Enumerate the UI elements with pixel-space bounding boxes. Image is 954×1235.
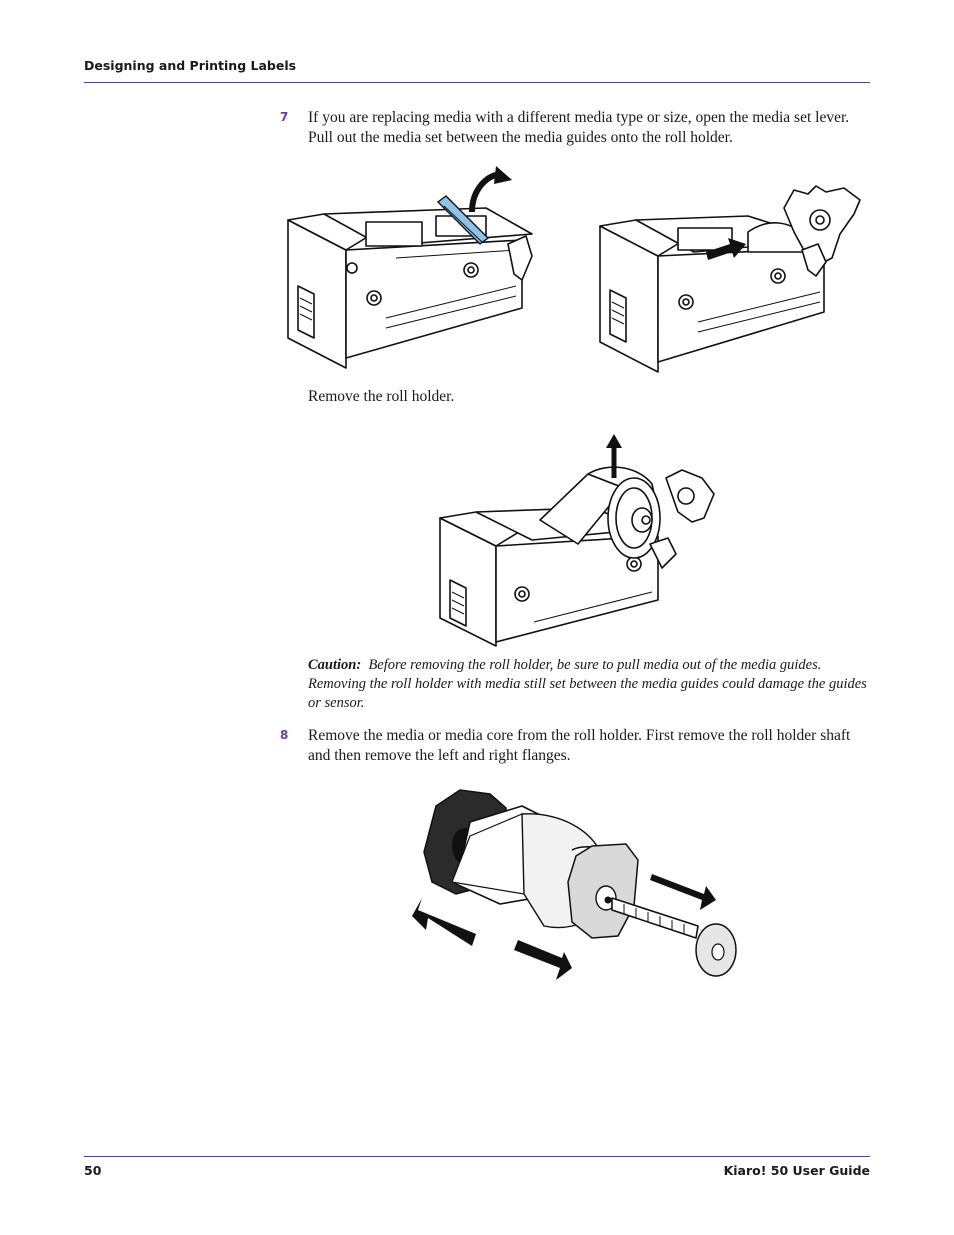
footer-rule: [84, 1156, 870, 1157]
running-head: Designing and Printing Labels: [84, 58, 297, 73]
header-rule: [84, 82, 870, 83]
printer-lever-open-illustration: [286, 168, 538, 376]
caution-label: Caution:: [308, 657, 362, 673]
step-number-8: 8: [280, 728, 289, 742]
roll-holder-disassembly-illustration: [412, 786, 742, 986]
substep-remove-roll-holder: Remove the roll holder.: [308, 388, 455, 405]
page-number: 50: [84, 1163, 102, 1178]
caution-note: [308, 656, 870, 713]
step-8-text: Remove the media or media core from the roll holder. First remove the roll holder shaft and then remove the left and right flanges.: [308, 727, 851, 764]
step-7-text: If you are replacing media with a different media type or size, open the media set lever. Pull out the media set between the media guides onto the roll holder.: [308, 109, 850, 146]
caution-text: Before removing the roll holder, be sure to pull media out of the media guides. Removing the roll holder with media still set between the media guides could damage the guides or sensor.: [308, 657, 867, 711]
printer-media-pull-illustration: [598, 178, 870, 374]
guide-title: Kiaro! 50 User Guide: [723, 1163, 870, 1178]
step-number-7: 7: [280, 110, 289, 124]
roll-holder-removal-illustration: [438, 432, 718, 648]
